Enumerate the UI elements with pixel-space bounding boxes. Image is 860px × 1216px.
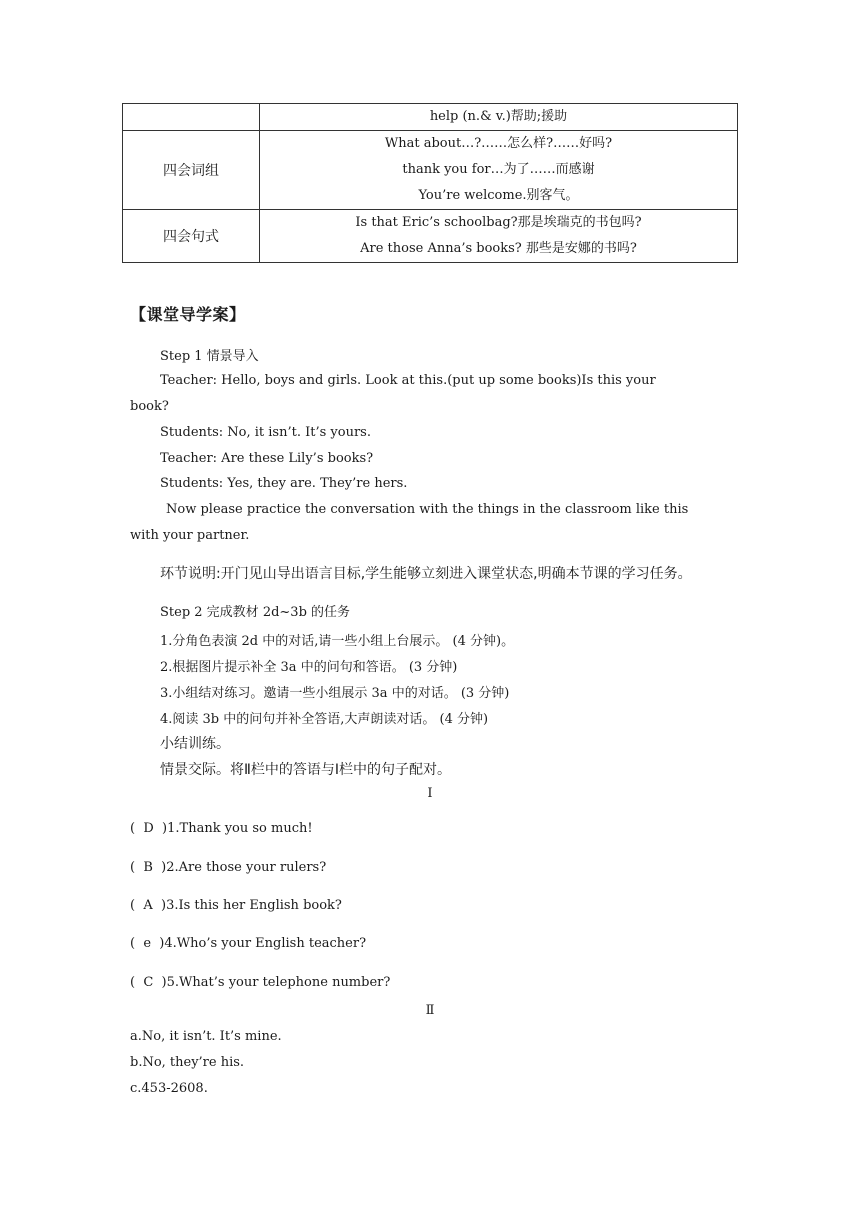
row-label: 四会句式: [123, 210, 260, 263]
matching-question: 4.Who’s your English teacher?: [164, 936, 367, 951]
vocab-line: thank you for…为了……而感谢: [402, 162, 595, 177]
practice-line-a: Now please practice the conversation with the things in the classroom like this: [166, 502, 689, 517]
table-row: [123, 131, 738, 210]
section-note: 环节说明:开门见山导出语言目标,学生能够立刻进入课堂状态,明确本节课的学习任务。: [160, 566, 692, 582]
summary-heading: 小结训练。: [160, 736, 230, 752]
column-2-label: Ⅱ: [425, 1003, 435, 1018]
teacher-line-1a: Teacher: Hello, boys and girls. Look at this.(put up some books)Is this your: [160, 373, 656, 388]
answer-blank[interactable]: B: [143, 860, 153, 875]
matching-item: ( A )3.Is this her English book?: [130, 898, 342, 913]
vocab-line: You’re welcome.别客气。: [418, 188, 579, 203]
row-label: 四会词组: [123, 131, 260, 210]
step1-heading: Step 1 情景导入: [160, 349, 259, 364]
row-content: [260, 210, 738, 263]
matching-item: ( B )2.Are those your rulers?: [130, 860, 327, 875]
table-row: [123, 210, 738, 263]
matching-item: ( e )4.Who’s your English teacher?: [130, 936, 367, 951]
table-row: [123, 104, 738, 131]
task-item: 3.小组结对练习。邀请一些小组展示 3a 中的对话。 (3 分钟): [160, 686, 510, 701]
column-1-label: Ⅰ: [427, 786, 433, 801]
answer-blank[interactable]: A: [143, 898, 153, 913]
matching-question: 5.What’s your telephone number?: [166, 975, 391, 990]
row-content: [260, 104, 738, 131]
answer-option: a.No, it isn’t. It’s mine.: [130, 1029, 282, 1044]
row-label: [123, 104, 260, 131]
vocab-line: Is that Eric’s schoolbag?那是埃瑞克的书包吗?: [355, 215, 642, 230]
vocab-line: Are those Anna’s books? 那些是安娜的书吗?: [360, 241, 637, 256]
answer-blank[interactable]: D: [143, 821, 154, 836]
section-title: 【课堂导学案】: [130, 305, 246, 324]
task-item: 4.阅读 3b 中的问句并补全答语,大声朗读对话。 (4 分钟): [160, 712, 489, 727]
matching-instruction: 情景交际。将Ⅱ栏中的答语与Ⅰ栏中的句子配对。: [160, 762, 452, 778]
matching-question: 3.Is this her English book?: [166, 898, 342, 913]
answer-blank[interactable]: C: [143, 975, 154, 990]
answer-blank[interactable]: e: [143, 936, 152, 951]
students-line-2: Students: Yes, they are. They’re hers.: [160, 476, 408, 491]
answer-option: c.453-2608.: [130, 1081, 208, 1096]
matching-item: ( D )1.Thank you so much!: [130, 821, 313, 836]
matching-item: ( C )5.What’s your telephone number?: [130, 975, 391, 990]
matching-question: 2.Are those your rulers?: [166, 860, 327, 875]
matching-question: 1.Thank you so much!: [167, 821, 313, 836]
students-line-1: Students: No, it isn’t. It’s yours.: [160, 425, 371, 440]
vocab-line: What about…?……怎么样?……好吗?: [384, 136, 613, 151]
teacher-line-1b: book?: [130, 399, 169, 414]
task-item: 1.分角色表演 2d 中的对话,请一些小组上台展示。 (4 分钟)。: [160, 634, 515, 649]
row-content: [260, 131, 738, 210]
answer-option: b.No, they’re his.: [130, 1055, 245, 1070]
step2-heading: Step 2 完成教材 2d~3b 的任务: [160, 605, 351, 620]
vocabulary-table: [122, 103, 738, 263]
task-item: 2.根据图片提示补全 3a 中的问句和答语。 (3 分钟): [160, 660, 458, 675]
teacher-line-2: Teacher: Are these Lily’s books?: [160, 451, 374, 466]
practice-line-b: with your partner.: [130, 528, 250, 543]
vocab-line: help (n.& v.)帮助;援助: [429, 109, 568, 124]
